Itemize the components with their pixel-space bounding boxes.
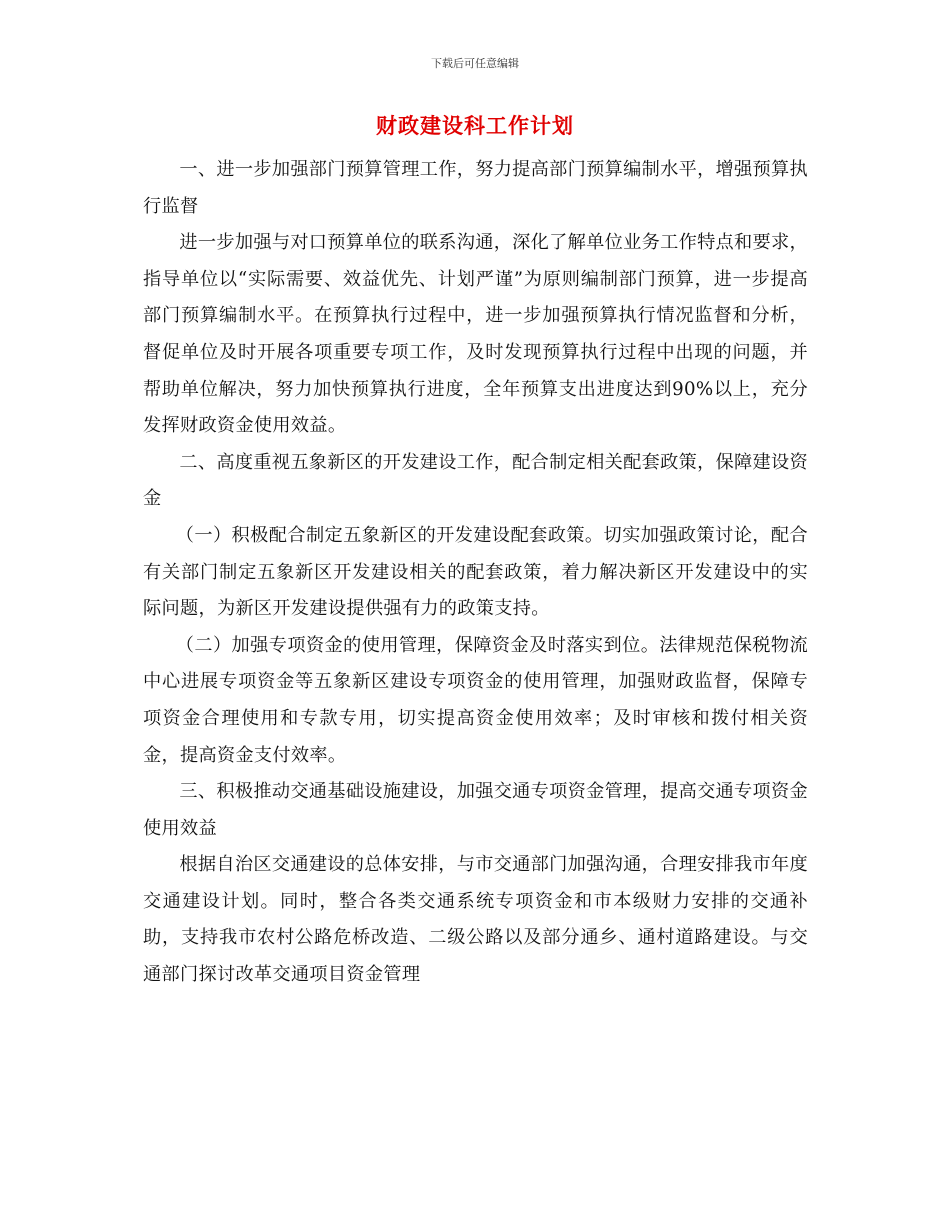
- page-title: 财政建设科工作计划: [376, 113, 574, 138]
- section-heading-2: 二、高度重视五象新区的开发建设工作，配合制定相关配套政策，保障建设资金: [143, 451, 808, 510]
- document-body: [143, 152, 808, 994]
- section-heading-1: 一、进一步加强部门预算管理工作，努力提高部门预算编制水平，增强预算执行监督: [143, 159, 808, 217]
- subsection-1: （一）积极配合制定五象新区的开发建设配套政策。切实加强政策讨论，配合有关部门制定五象新区开发建设相关的配套政策，着力解决新区开发建设中的实际问题，为新区开发建设提供强有力的政策支持。: [143, 524, 808, 620]
- section-heading-3: 三、积极推动交通基础设施建设，加强交通专项资金管理，提高交通专项资金使用效益: [143, 781, 808, 839]
- paragraph-3: 根据自治区交通建设的总体安排，与市交通部门加强沟通，合理安排我市年度交通建设计划。同时，整合各类交通系统专项资金和市本级财力安排的交通补助，支持我市农村公路危桥改造、二级公路以及部分通乡、通村道路建设。与交通部门探讨改革交通项目资金管理: [143, 854, 808, 986]
- paragraph-1: 进一步加强与对口预算单位的联系沟通，深化了解单位业务工作特点和要求，指导单位以“实际需要、效益优先、计划严谨”为原则编制部门预算，进一步提高部门预算编制水平。在预算执行过程中，进一步加强预算执行情况监督和分析，督促单位及时开展各项重要专项工作，及时发现预算执行过程中出现的问题，并帮助单位解决，努力加快预算执行进度，全年预算支出进度达到90%以上，充分发挥财政资金使用效益。: [143, 232, 808, 437]
- subsection-2: （二）加强专项资金的使用管理，保障资金及时落实到位。法律规范保税物流中心进展专项资金等五象新区建设专项资金的使用管理，加强财政监督，保障专项资金合理使用和专款专用，切实提高资金使用效率；及时审核和拨付相关资金，提高资金支付效率。: [143, 634, 808, 766]
- header-note: 下载后可任意编辑: [431, 57, 519, 70]
